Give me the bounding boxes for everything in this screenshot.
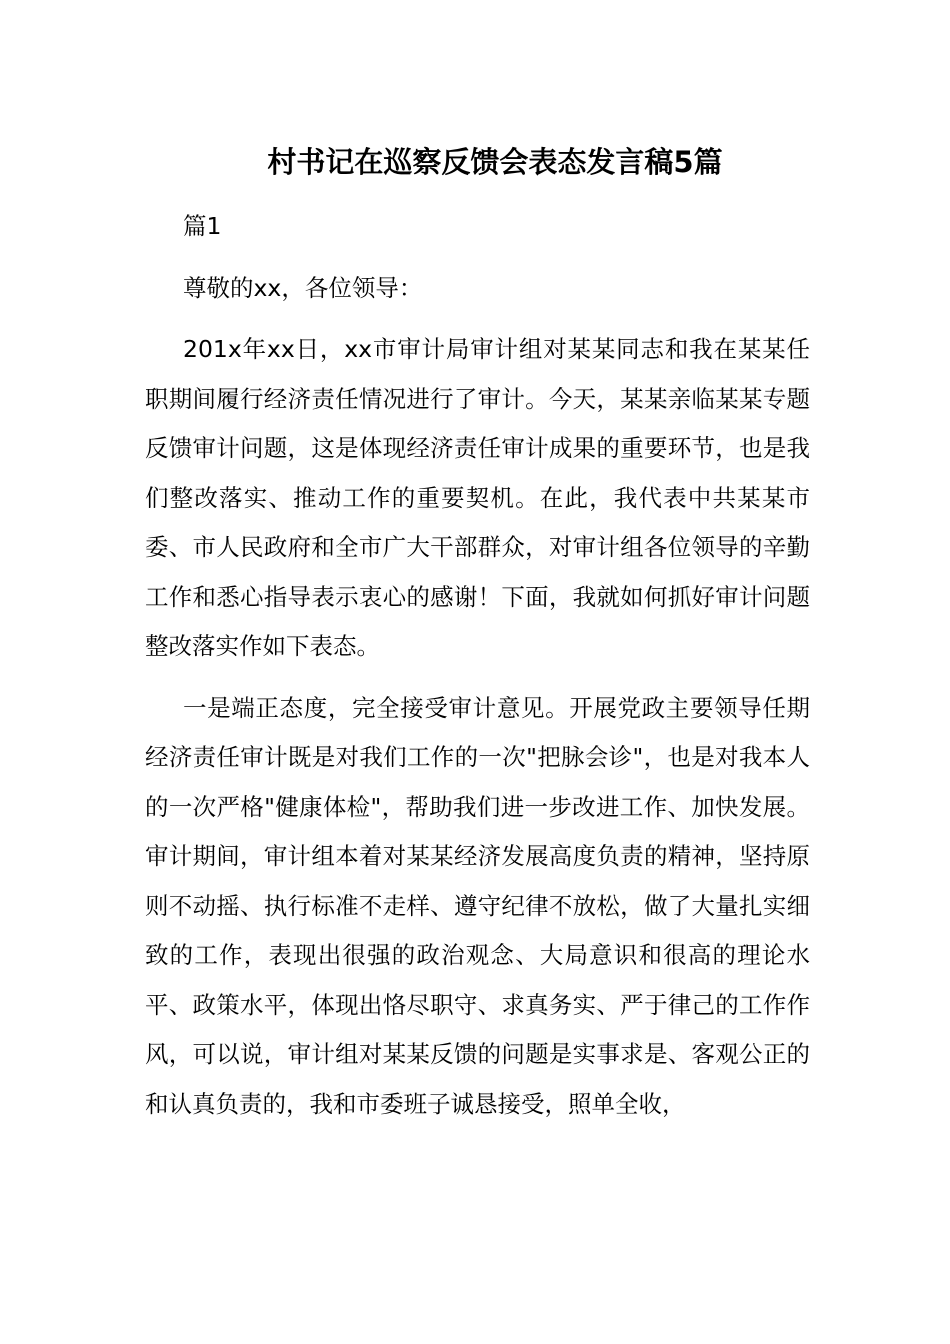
paragraph-1: 201x年xx日，xx市审计局审计组对某某同志和我在某某任职期间履行经济责任情况进行了审计。今天，某某亲临某某专题反馈审计问题，这是体现经济责任审计成果的重要环节，也是我们整改落实、推动工作的重要契机。在此，我代表中共某某市委、市人民政府和全市广大干部群众，对审计组各位领导的辛勤工作和悉心指导表示衷心的感谢！下面，我就如何抓好审计问题整改落实作如下表态。 bbox=[145, 335, 810, 660]
document-title: 村书记在巡察反馈会表态发言稿5篇 bbox=[267, 145, 723, 179]
document-body bbox=[145, 202, 810, 1141]
section-heading: 篇1 bbox=[183, 212, 222, 240]
paragraph-2: 一是端正态度，完全接受审计意见。开展党政主要领导任期经济责任审计既是对我们工作的一次"把脉会诊"，也是对我本人的一次严格"健康体检"，帮助我们进一步改进工作、加快发展。审计期间，审计组本着对某某经济发展高度负责的精神，坚持原则不动摇、执行标准不走样、遵守纪律不放松，做了大量扎实细致的工作，表现出很强的政治观念、大局意识和很高的理论水平、政策水平，体现出恪尽职守、求真务实、严于律己的工作作风，可以说，审计组对某某反馈的问题是实事求是、客观公正的和认真负责的，我和市委班子诚恳接受，照单全收， bbox=[145, 693, 810, 1118]
salutation: 尊敬的xx，各位领导： bbox=[183, 273, 423, 302]
